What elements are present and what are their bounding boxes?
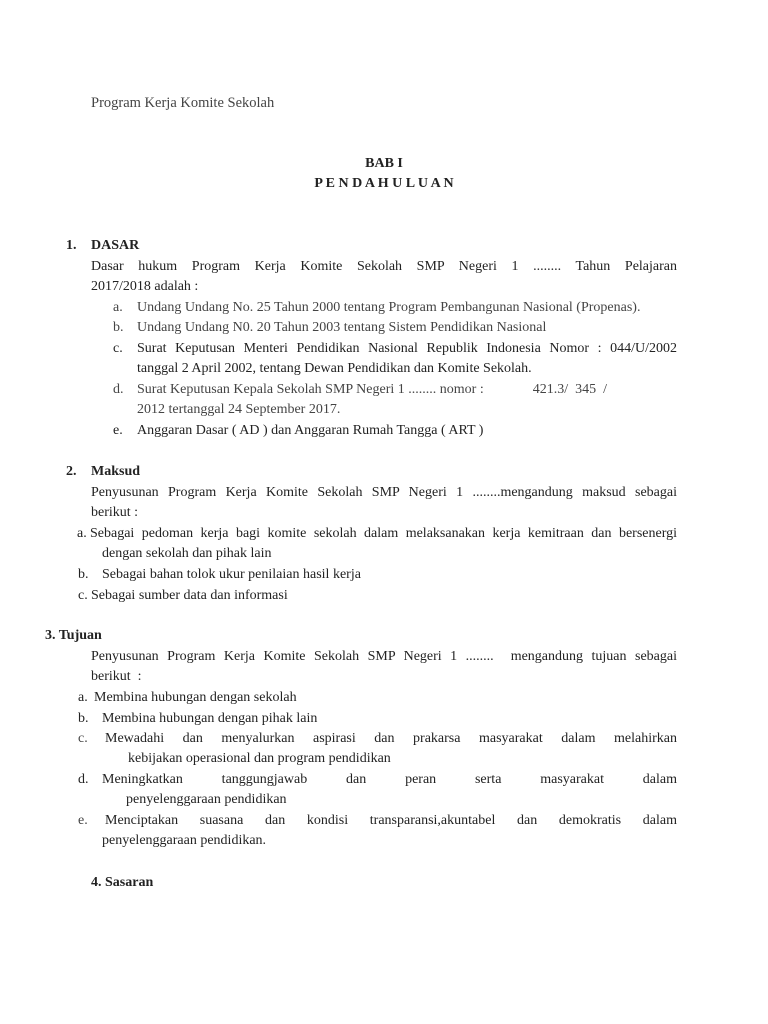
tujuan-item-text-cont: penyelenggaraan pendidikan xyxy=(126,792,287,807)
dasar-item-marker: a. xyxy=(113,300,123,315)
section-maksud-number: 2. xyxy=(66,464,77,479)
dasar-item-text-cont: 2012 tertanggal 24 September 2017. xyxy=(137,402,341,417)
maksud-item-text: Sebagai pedoman kerja bagi komite sekolah dalam melaksanakan kerja kemitraan dan bersenergi xyxy=(90,526,677,541)
tujuan-item-text-cont: kebijakan operasional dan program pendidikan xyxy=(128,751,391,766)
dasar-item-text: Surat Keputusan Menteri Pendidikan Nasional Republik Indonesia Nomor : 044/U/2002 xyxy=(137,341,677,356)
maksud-item-marker: b. xyxy=(78,567,89,582)
document-header: Program Kerja Komite Sekolah xyxy=(91,95,275,111)
maksud-item-marker: a. xyxy=(77,526,87,541)
maksud-item-marker: c. xyxy=(78,588,88,603)
section-sasaran-title: 4. Sasaran xyxy=(91,875,154,890)
dasar-item-marker: e. xyxy=(113,423,123,438)
section-dasar-intro-line1: Dasar hukum Program Kerja Komite Sekolah SMP Negeri 1 ........ Tahun Pelajaran xyxy=(91,259,677,274)
section-dasar-intro-line2: 2017/2018 adalah : xyxy=(91,279,199,294)
section-maksud-title: Maksud xyxy=(91,464,141,479)
section-dasar-title: DASAR xyxy=(91,238,140,253)
tujuan-item-marker: b. xyxy=(78,711,89,726)
tujuan-item-marker: d. xyxy=(78,772,89,787)
maksud-item-text: Sebagai sumber data dan informasi xyxy=(91,588,288,603)
dasar-item-marker: d. xyxy=(113,382,124,397)
dasar-item-text: Undang Undang No. 25 Tahun 2000 tentang Program Pembangunan Nasional (Propenas). xyxy=(137,300,641,315)
section-tujuan-title: 3. Tujuan xyxy=(45,628,102,643)
dasar-item-marker: c. xyxy=(113,341,123,356)
dasar-item-text-cont: tanggal 2 April 2002, tentang Dewan Pendidikan dan Komite Sekolah. xyxy=(137,361,532,376)
tujuan-item-text: Menciptakan suasana dan kondisi transparansi,akuntabel dan demokratis dalam xyxy=(105,813,677,828)
tujuan-item-text: Mewadahi dan menyalurkan aspirasi dan prakarsa masyarakat dalam melahirkan xyxy=(105,731,677,746)
tujuan-item-text: Meningkatkan tanggungjawab dan peran serta masyarakat dalam xyxy=(102,772,677,787)
tujuan-item-marker: a. xyxy=(78,690,88,705)
tujuan-item-marker: e. xyxy=(78,813,88,828)
tujuan-item-text: Membina hubungan dengan sekolah xyxy=(94,690,297,705)
section-maksud-intro-line1: Penyusunan Program Kerja Komite Sekolah SMP Negeri 1 ........mengandung maksud sebagai xyxy=(91,485,677,500)
chapter-title: P E N D A H U L U A N xyxy=(314,176,454,191)
section-dasar-number: 1. xyxy=(66,238,77,253)
tujuan-item-marker: c. xyxy=(78,731,88,746)
section-maksud-intro-line2: berikut : xyxy=(91,505,139,520)
maksud-item-text: Sebagai bahan tolok ukur penilaian hasil kerja xyxy=(102,567,361,582)
dasar-item-marker: b. xyxy=(113,320,124,335)
tujuan-item-text: Membina hubungan dengan pihak lain xyxy=(102,711,318,726)
chapter-heading: BAB I xyxy=(365,156,403,171)
dasar-item-text: Surat Keputusan Kepala Sekolah SMP Negeri 1 ........ nomor : 421.3/ 345 / xyxy=(137,382,607,397)
section-tujuan-intro-line2: berikut : xyxy=(91,669,142,684)
dasar-item-text: Anggaran Dasar ( AD ) dan Anggaran Rumah Tangga ( ART ) xyxy=(137,423,484,438)
tujuan-item-text-cont: penyelenggaraan pendidikan. xyxy=(102,833,267,848)
maksud-item-text-cont: dengan sekolah dan pihak lain xyxy=(102,546,272,561)
dasar-item-text: Undang Undang N0. 20 Tahun 2003 tentang Sistem Pendidikan Nasional xyxy=(137,320,547,335)
section-tujuan-intro-line1: Penyusunan Program Kerja Komite Sekolah SMP Negeri 1 ........ mengandung tujuan sebagai xyxy=(91,649,677,664)
